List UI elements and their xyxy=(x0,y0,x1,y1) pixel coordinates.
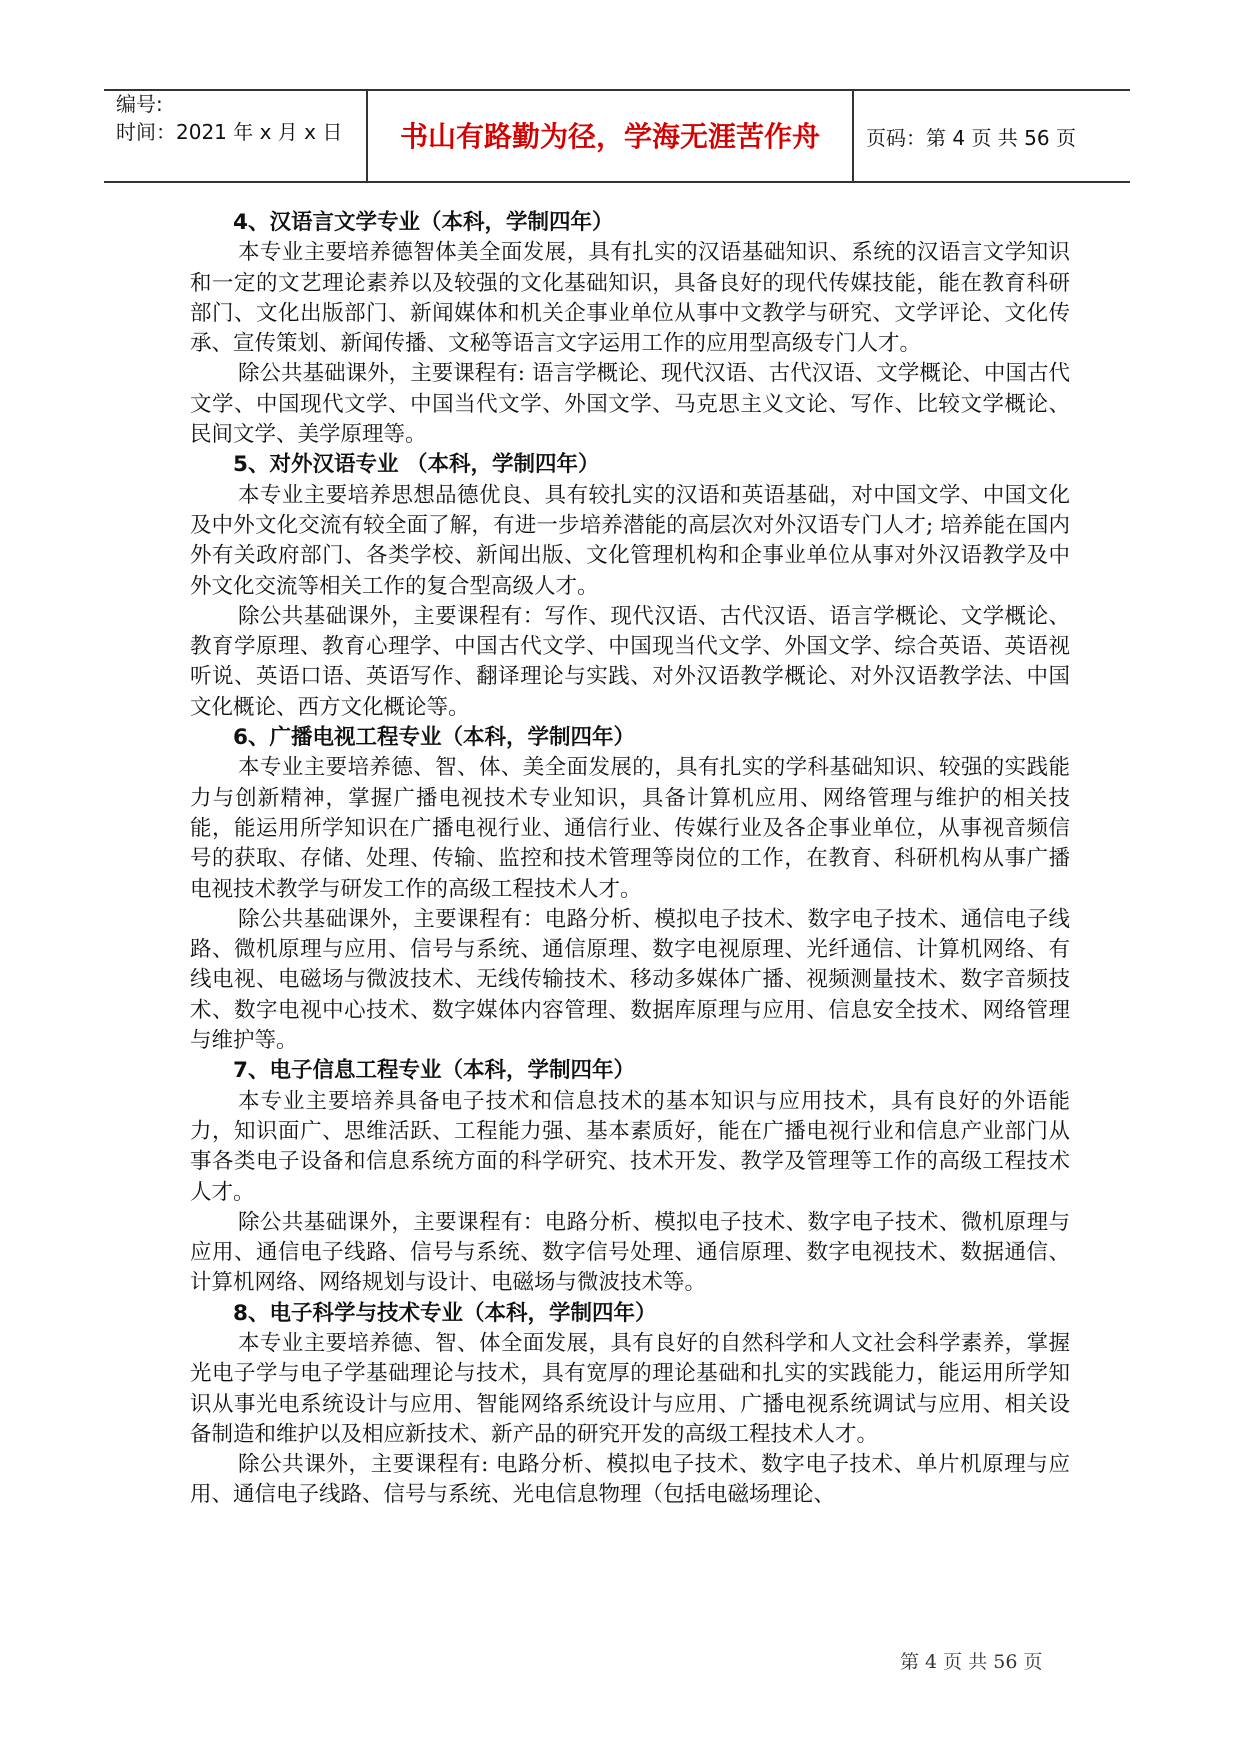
section-paragraph: 本专业主要培养德、智、体、美全面发展的，具有扎实的学科基础知识、较强的实践能力与创新精神，掌握广播电视技术专业知识，具备计算机应用、网络管理与维护的相关技能，能运用所学知识在广播电视行业、通信行业、传媒行业及各企事业单位，从事视音频信号的获取、存储、处理、传输、监控和技术管理等岗位的工作，在教育、科研机构从事广播电视技术教学与研发工作的高级工程技术人才。 xyxy=(190,755,1070,902)
document-body xyxy=(190,208,1070,1511)
header-page-label: 页码：第 4 页 共 56 页 xyxy=(866,126,1076,150)
header-divider-right xyxy=(852,90,854,181)
section-paragraph: 除公共课外，主要课程有: 电路分析、模拟电子技术、数字电子技术、单片机原理与应用、通信电子线路、信号与系统、光电信息物理（包括电磁场理论、 xyxy=(190,1452,1070,1508)
section-heading: 5、对外汉语专业 （本科，学制四年） xyxy=(233,452,600,478)
section-chinese-language-literature xyxy=(190,208,1070,450)
section-broadcast-tv-engineering xyxy=(190,723,1070,1056)
section-heading: 8、电子科学与技术专业（本科，学制四年） xyxy=(233,1300,657,1326)
header-divider-left xyxy=(366,90,368,181)
section-heading: 4、汉语言文学专业（本科，学制四年） xyxy=(233,210,614,235)
header-motto: 书山有路勤为径，学海无涯苦作舟 xyxy=(399,120,820,153)
section-paragraph: 本专业主要培养德智体美全面发展，具有扎实的汉语基础知识、系统的汉语言文学知识和一定的文艺理论素养以及较强的文化基础知识，具备良好的现代传媒技能，能在教育科研部门、文化出版部门、新闻媒体和机关企事业单位从事中文教学与研究、文学评论、文化传承、宣传策划、新闻传播、文秘等语言文字运用工作的应用型高级专门人才。 xyxy=(190,240,1070,357)
serial-number-label: 编号: xyxy=(116,92,163,116)
section-paragraph: 除公共基础课外，主要课程有：写作、现代汉语、古代汉语、语言学概论、文学概论、教育学原理、教育心理学、中国古代文学、中国现当代文学、外国文学、综合英语、英语视听说、英语口语、英语写作、翻译理论与实践、对外汉语教学概论、对外汉语教学法、中国文化概论、西方文化概论等。 xyxy=(190,603,1070,720)
section-chinese-as-foreign-language xyxy=(190,450,1070,723)
section-heading: 6、广播电视工程专业（本科，学制四年） xyxy=(233,725,635,751)
section-paragraph: 本专业主要培养德、智、体全面发展，具有良好的自然科学和人文社会科学素养，掌握光电子学与电子学基础理论与技术，具有宽厚的理论基础和扎实的实践能力，能运用所学知识从事光电系统设计与应用、智能网络系统设计与应用、广播电视系统调试与应用、相关设备制造和维护以及相应新技术、新产品的研究开发的高级工程技术人才。 xyxy=(190,1330,1070,1447)
section-paragraph: 除公共基础课外，主要课程有：电路分析、模拟电子技术、数字电子技术、微机原理与应用、通信电子线路、信号与系统、数字信号处理、通信原理、数字电视技术、数据通信、计算机网络、网络规划与设计、电磁场与微波技术等。 xyxy=(190,1209,1070,1296)
footer-page-number: 第 4 页 共 56 页 xyxy=(900,1651,1043,1673)
section-paragraph: 本专业主要培养具备电子技术和信息技术的基本知识与应用技术，具有良好的外语能力，知识面广、思维活跃、工程能力强、基本素质好，能在广播电视行业和信息产业部门从事各类电子设备和信息系统方面的科学研究、技术开发、教学及管理等工作的高级工程技术人才。 xyxy=(190,1088,1070,1205)
header-bottom-rule xyxy=(104,181,1130,183)
section-paragraph: 除公共基础课外，主要课程有: 语言学概论、现代汉语、古代汉语、文学概论、中国古代文学、中国现代文学、中国当代文学、外国文学、马克思主义文论、写作、比较文学概论、民间文学、美学原理等。 xyxy=(190,361,1070,448)
section-electronic-science-technology xyxy=(190,1299,1070,1511)
header-top-rule xyxy=(104,89,1130,91)
section-paragraph: 除公共基础课外，主要课程有：电路分析、模拟电子技术、数字电子技术、通信电子线路、微机原理与应用、信号与系统、通信原理、数字电视原理、光纤通信、计算机网络、有线电视、电磁场与微波技术、无线传输技术、移动多媒体广播、视频测量技术、数字音频技术、数字电视中心技术、数字媒体内容管理、数据库原理与应用、信息安全技术、网络管理与维护等。 xyxy=(190,906,1070,1054)
section-heading: 7、电子信息工程专业（本科，学制四年） xyxy=(233,1058,635,1084)
time-label: 时间：2021 年 x 月 x 日 xyxy=(116,120,343,144)
section-electronic-information-engineering xyxy=(190,1056,1070,1298)
section-paragraph: 本专业主要培养思想品德优良、具有较扎实的汉语和英语基础，对中国文学、中国文化及中外文化交流有较全面了解，有进一步培养潜能的高层次对外汉语专门人才; 培养能在国内外有关政府部门、各类学校、新闻出版、文化管理机构和企事业单位从事对外汉语教学及中外文化交流等相关工作的复合型高级人才。 xyxy=(190,482,1070,599)
